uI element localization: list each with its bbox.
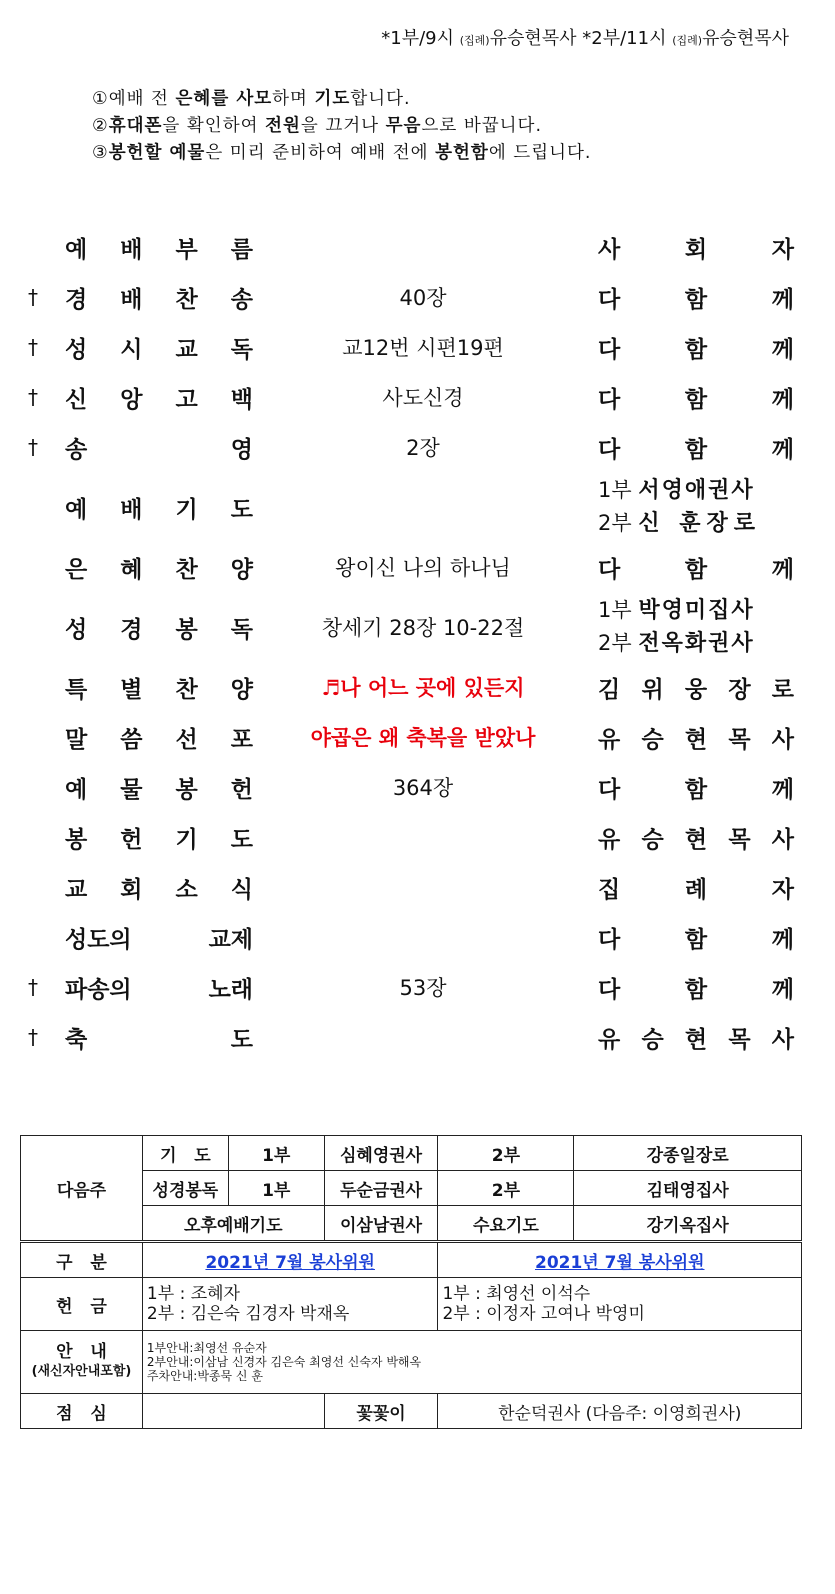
order-item-char: 축 (65, 1026, 88, 1053)
order-item-name (65, 542, 253, 592)
leader-char: 함 (684, 436, 708, 463)
order-item-char: 성 (65, 336, 88, 363)
leader-char: 현 (684, 726, 708, 753)
standing-mark: † (28, 385, 38, 409)
lunch-volunteer: 한순덕권사 (다음주: 이영희권사) (438, 1394, 802, 1429)
order-item-leader (598, 372, 794, 422)
leader-char: 승 (641, 826, 664, 853)
leader-char: 함 (684, 776, 708, 803)
leader-char: 자 (771, 236, 794, 263)
order-item-leader (598, 912, 794, 962)
order-row (0, 912, 835, 962)
leader-char: 집 (598, 876, 621, 903)
order-item-char: 찬 (175, 286, 198, 313)
guideline-text: 봉헌함 (435, 143, 489, 163)
order-item-detail (258, 812, 588, 862)
order-row (0, 222, 835, 272)
order-item-name (65, 762, 253, 812)
order-item-leader (598, 812, 794, 862)
leader-line (598, 474, 755, 507)
leader-line (598, 507, 761, 540)
guide-part2: 2부안내:이삼남 신경자 김은숙 최영선 신숙자 박해옥 (146, 1355, 422, 1369)
order-row (0, 542, 835, 592)
guideline-text: 을 확인하여 (162, 116, 266, 136)
order-item-char: 은 (65, 556, 88, 583)
leader-char: 현 (684, 826, 708, 853)
offering-volunteers-a (142, 1278, 438, 1331)
order-item-leader (598, 862, 794, 912)
order-item-char: 송 (65, 436, 88, 463)
order-item-leader (598, 662, 794, 712)
offering-b-part1: 1부 : 최영선 이석수 (442, 1284, 591, 1304)
order-item-name (65, 862, 253, 912)
order-item-char: 배 (120, 236, 143, 263)
order-row (0, 1012, 835, 1062)
leader-char: 현 (684, 1026, 708, 1053)
order-of-worship (0, 222, 835, 1062)
lunch-group: 꽃꽃이 (324, 1394, 438, 1429)
leader-char: 다 (598, 336, 621, 363)
leader-char: 다 (598, 436, 621, 463)
order-row (0, 472, 835, 542)
order-item-char: 양 (230, 556, 253, 583)
leader-char: 목 (728, 826, 751, 853)
order-item-char: 봉 (175, 776, 198, 803)
leader-char: 다 (598, 386, 621, 413)
leader-char: 승 (641, 1026, 664, 1053)
order-item-leader (598, 542, 794, 592)
order-item-char: 회 (120, 876, 143, 903)
part-label: 2부 (438, 1171, 574, 1206)
guideline-text: 합니다. (350, 89, 411, 109)
order-item-char: 양 (230, 676, 253, 703)
guideline-text: 휴대폰 (108, 116, 163, 136)
order-item-char: 찬 (175, 556, 198, 583)
leader-name: 박영미집사 (638, 598, 755, 623)
standing-mark: † (28, 285, 38, 309)
order-item-char: 찬 (175, 676, 198, 703)
leader-char: 께 (771, 336, 794, 363)
order-row (0, 712, 835, 762)
order-item-char: 경 (120, 616, 143, 643)
part-label: 1부 (228, 1171, 324, 1206)
order-row (0, 762, 835, 812)
leader-char: 자 (771, 876, 794, 903)
order-item-leader (598, 222, 794, 272)
order-item-char: 성도의 (65, 926, 132, 953)
reading-part1-name: 두순금권사 (324, 1171, 438, 1206)
order-item-detail: 사도신경 (382, 386, 464, 410)
second-service-time: *2부/11시 (582, 28, 667, 49)
order-item-char: 독 (230, 336, 253, 363)
order-item-detail: 53장 (399, 976, 447, 1000)
order-row (0, 962, 835, 1012)
offering-a-part2: 2부 : 김은숙 김경자 박재옥 (146, 1304, 350, 1324)
offering-volunteers-b (438, 1278, 802, 1331)
leader-char: 목 (728, 726, 751, 753)
leader-part: 1부 (598, 598, 639, 622)
order-item-leader (598, 712, 794, 762)
guideline-text: ② (92, 116, 109, 136)
order-item-char: 씀 (120, 726, 143, 753)
standing-mark: † (28, 975, 38, 999)
order-row (0, 662, 835, 712)
leader-char: 유 (598, 1026, 621, 1053)
order-row (0, 592, 835, 662)
order-item-name (65, 662, 253, 712)
afternoon-prayer-name: 이삼남권사 (324, 1206, 438, 1242)
leader-char: 유 (598, 726, 621, 753)
leader-char: 께 (771, 926, 794, 953)
guideline-text: 에 드립니다. (488, 143, 592, 163)
order-row (0, 812, 835, 862)
order-item-leader (598, 762, 794, 812)
order-item-name (65, 272, 253, 322)
order-item-char: 봉 (175, 616, 198, 643)
leader-char: 위 (641, 676, 664, 703)
order-item-char: 파송의 (65, 976, 132, 1003)
leader-char: 회 (684, 236, 708, 263)
leader-char: 로 (771, 676, 794, 703)
order-item-name (65, 712, 253, 762)
leader-char: 다 (598, 926, 621, 953)
standing-mark: † (28, 1025, 38, 1049)
order-item-char: 도 (230, 826, 253, 853)
order-item-char: 독 (230, 616, 253, 643)
order-item-detail (258, 1012, 588, 1062)
order-item-leader (598, 472, 794, 542)
order-item-name (65, 912, 253, 962)
wednesday-prayer-name: 강기옥집사 (574, 1206, 802, 1242)
order-item-char: 배 (120, 286, 143, 313)
order-item-char: 포 (230, 726, 253, 753)
leader-char: 례 (684, 876, 708, 903)
order-item-char: 선 (175, 726, 198, 753)
service-times (381, 24, 789, 50)
order-item-char: 소 (175, 876, 198, 903)
order-item-char: 도 (230, 1026, 253, 1053)
officiant-label: (집례) (459, 34, 490, 47)
order-item-char: 도 (230, 496, 253, 523)
second-service-officiant: 유승현목사 (702, 28, 789, 49)
offering-label: 헌 금 (21, 1278, 143, 1331)
standing-mark: † (28, 435, 38, 459)
leader-char: 께 (771, 436, 794, 463)
prayer-part1-name: 심혜영권사 (324, 1136, 438, 1171)
worship-guidelines (92, 86, 591, 167)
leader-char: 께 (771, 556, 794, 583)
order-item-char: 말 (65, 726, 88, 753)
order-item-char: 백 (230, 386, 253, 413)
wednesday-prayer-label: 수요기도 (438, 1206, 574, 1242)
leader-char: 김 (598, 676, 621, 703)
order-item-char: 시 (120, 336, 143, 363)
leader-char: 함 (684, 556, 708, 583)
order-row (0, 322, 835, 372)
division-label: 구 분 (21, 1242, 143, 1278)
order-item-name (65, 592, 253, 662)
order-item-char: 헌 (230, 776, 253, 803)
leader-char: 다 (598, 976, 621, 1003)
order-item-detail: 40장 (399, 286, 447, 310)
afternoon-prayer-label: 오후예배기도 (142, 1206, 324, 1242)
order-item-char: 식 (230, 876, 253, 903)
order-row (0, 422, 835, 472)
order-item-name (65, 812, 253, 862)
leader-line (598, 627, 755, 660)
leader-char: 다 (598, 776, 621, 803)
lunch-label: 점 심 (21, 1394, 143, 1429)
order-item-detail: 교12번 시편19편 (342, 336, 504, 360)
guideline-2 (92, 113, 591, 140)
leader-name: 서영애권사 (638, 478, 755, 503)
reading-label: 성경봉독 (142, 1171, 228, 1206)
order-item-name (65, 372, 253, 422)
order-item-char: 교 (175, 336, 198, 363)
leader-char: 다 (598, 286, 621, 313)
leader-char: 함 (684, 976, 708, 1003)
order-item-detail: 창세기 28장 10-22절 (321, 616, 525, 640)
order-item-name (65, 422, 253, 472)
order-item-leader (598, 422, 794, 472)
guideline-text: 무음 (385, 116, 422, 136)
order-item-char: 앙 (120, 386, 143, 413)
leader-char: 께 (771, 286, 794, 313)
order-item-char: 기 (175, 496, 198, 523)
leader-char: 유 (598, 826, 621, 853)
order-item-char: 송 (230, 286, 253, 313)
order-item-detail: 364장 (392, 776, 454, 800)
leader-char: 함 (684, 336, 708, 363)
order-item-name (65, 472, 253, 542)
order-row (0, 272, 835, 322)
leader-char: 함 (684, 926, 708, 953)
order-row (0, 862, 835, 912)
order-item-char: 노래 (208, 976, 253, 1003)
leader-char: 사 (771, 826, 794, 853)
guideline-text: 은 미리 준비하여 예배 전에 (205, 143, 436, 163)
order-item-name (65, 1012, 253, 1062)
guideline-3 (92, 140, 591, 167)
guide-part1: 1부안내:최영선 유순자 (146, 1341, 267, 1355)
leader-char: 함 (684, 386, 708, 413)
leader-name: 전옥화권사 (638, 631, 755, 656)
leader-char: 다 (598, 556, 621, 583)
order-item-detail: 왕이신 나의 하나님 (335, 556, 511, 580)
leader-char: 장 (728, 676, 751, 703)
offering-a-part1: 1부 : 조혜자 (146, 1284, 240, 1304)
order-item-leader (598, 322, 794, 372)
order-item-leader (598, 962, 794, 1012)
leader-part: 2부 (598, 511, 639, 535)
guideline-text: ①예배 전 (92, 89, 176, 109)
leader-char: 사 (598, 236, 621, 263)
leader-char: 목 (728, 1026, 751, 1053)
guideline-text: 은혜를 사모 (175, 89, 273, 109)
order-item-detail: 야곱은 왜 축복을 받았나 (310, 726, 536, 750)
leader-char: 께 (771, 386, 794, 413)
leader-char: 사 (771, 726, 794, 753)
order-item-leader (598, 1012, 794, 1062)
order-item-char: 경 (65, 286, 88, 313)
order-item-char: 고 (175, 386, 198, 413)
guideline-text: 하며 (272, 89, 315, 109)
order-item-char: 름 (230, 236, 253, 263)
order-item-char: 영 (230, 436, 253, 463)
parking-guide: 주차안내:박종묵 신 훈 (146, 1369, 263, 1383)
order-item-char: 기 (175, 826, 198, 853)
guideline-text: 을 끄거나 (300, 116, 386, 136)
order-item-name (65, 962, 253, 1012)
order-item-char: 성 (65, 616, 88, 643)
part-label: 2부 (438, 1136, 574, 1171)
guide-title: 안 내 (56, 1342, 107, 1362)
order-item-char: 예 (65, 236, 88, 263)
guide-subtitle: (새신자안내포함) (31, 1364, 132, 1379)
order-item-leader (598, 272, 794, 322)
order-item-detail (258, 912, 588, 962)
order-item-detail (258, 222, 588, 272)
order-item-char: 물 (120, 776, 143, 803)
part-label: 1부 (228, 1136, 324, 1171)
order-item-char: 교 (65, 876, 88, 903)
month-volunteers-b: 2021년 7월 봉사위원 (534, 1252, 705, 1273)
first-service-officiant: 유승현목사 (489, 28, 577, 49)
standing-mark: † (28, 335, 38, 359)
guide-volunteers (142, 1331, 801, 1394)
order-item-char: 혜 (120, 556, 143, 583)
order-row (0, 372, 835, 422)
order-item-detail (258, 472, 588, 542)
order-item-detail: 2장 (406, 436, 440, 460)
leader-name: 신 훈장로 (638, 511, 761, 536)
order-item-char: 부 (175, 236, 198, 263)
order-item-detail: ♬나 어느 곳에 있든지 (321, 676, 525, 700)
leader-char: 승 (641, 726, 664, 753)
leader-part: 1부 (598, 478, 639, 502)
leader-char: 께 (771, 976, 794, 1003)
guideline-text: 봉헌할 예물 (108, 143, 206, 163)
offering-b-part2: 2부 : 이정자 고여나 박영미 (442, 1304, 645, 1324)
officiant-label: (집례) (672, 34, 703, 47)
order-item-char: 특 (65, 676, 88, 703)
order-item-char: 헌 (120, 826, 143, 853)
guideline-text: 으로 바꿉니다. (421, 116, 543, 136)
leader-char: 웅 (684, 676, 708, 703)
leader-part: 2부 (598, 631, 639, 655)
guideline-text: 전원 (265, 116, 301, 136)
next-week-label: 다음주 (21, 1136, 143, 1242)
guideline-1 (92, 86, 591, 113)
reading-part2-name: 김태영집사 (574, 1171, 802, 1206)
prayer-part2-name: 강종일장로 (574, 1136, 802, 1171)
guide-label (21, 1331, 143, 1394)
order-item-char: 교제 (208, 926, 253, 953)
guideline-text: ③ (92, 143, 109, 163)
leader-char: 함 (684, 286, 708, 313)
order-item-leader (598, 592, 794, 662)
month-volunteers-a: 2021년 7월 봉사위원 (205, 1252, 375, 1273)
leader-line (598, 594, 755, 627)
prayer-label: 기 도 (142, 1136, 228, 1171)
leader-char: 께 (771, 776, 794, 803)
order-item-char: 배 (120, 496, 143, 523)
leader-char: 사 (771, 1026, 794, 1053)
order-item-name (65, 222, 253, 272)
order-item-char: 예 (65, 776, 88, 803)
order-item-char: 신 (65, 386, 88, 413)
first-service-time: *1부/9시 (381, 28, 454, 49)
order-item-char: 예 (65, 496, 88, 523)
order-item-detail (258, 862, 588, 912)
lunch-blank (142, 1394, 324, 1429)
service-info-table (20, 1135, 802, 1429)
order-item-name (65, 322, 253, 372)
order-item-char: 별 (120, 676, 143, 703)
order-item-char: 봉 (65, 826, 88, 853)
guideline-text: 기도 (314, 89, 351, 109)
